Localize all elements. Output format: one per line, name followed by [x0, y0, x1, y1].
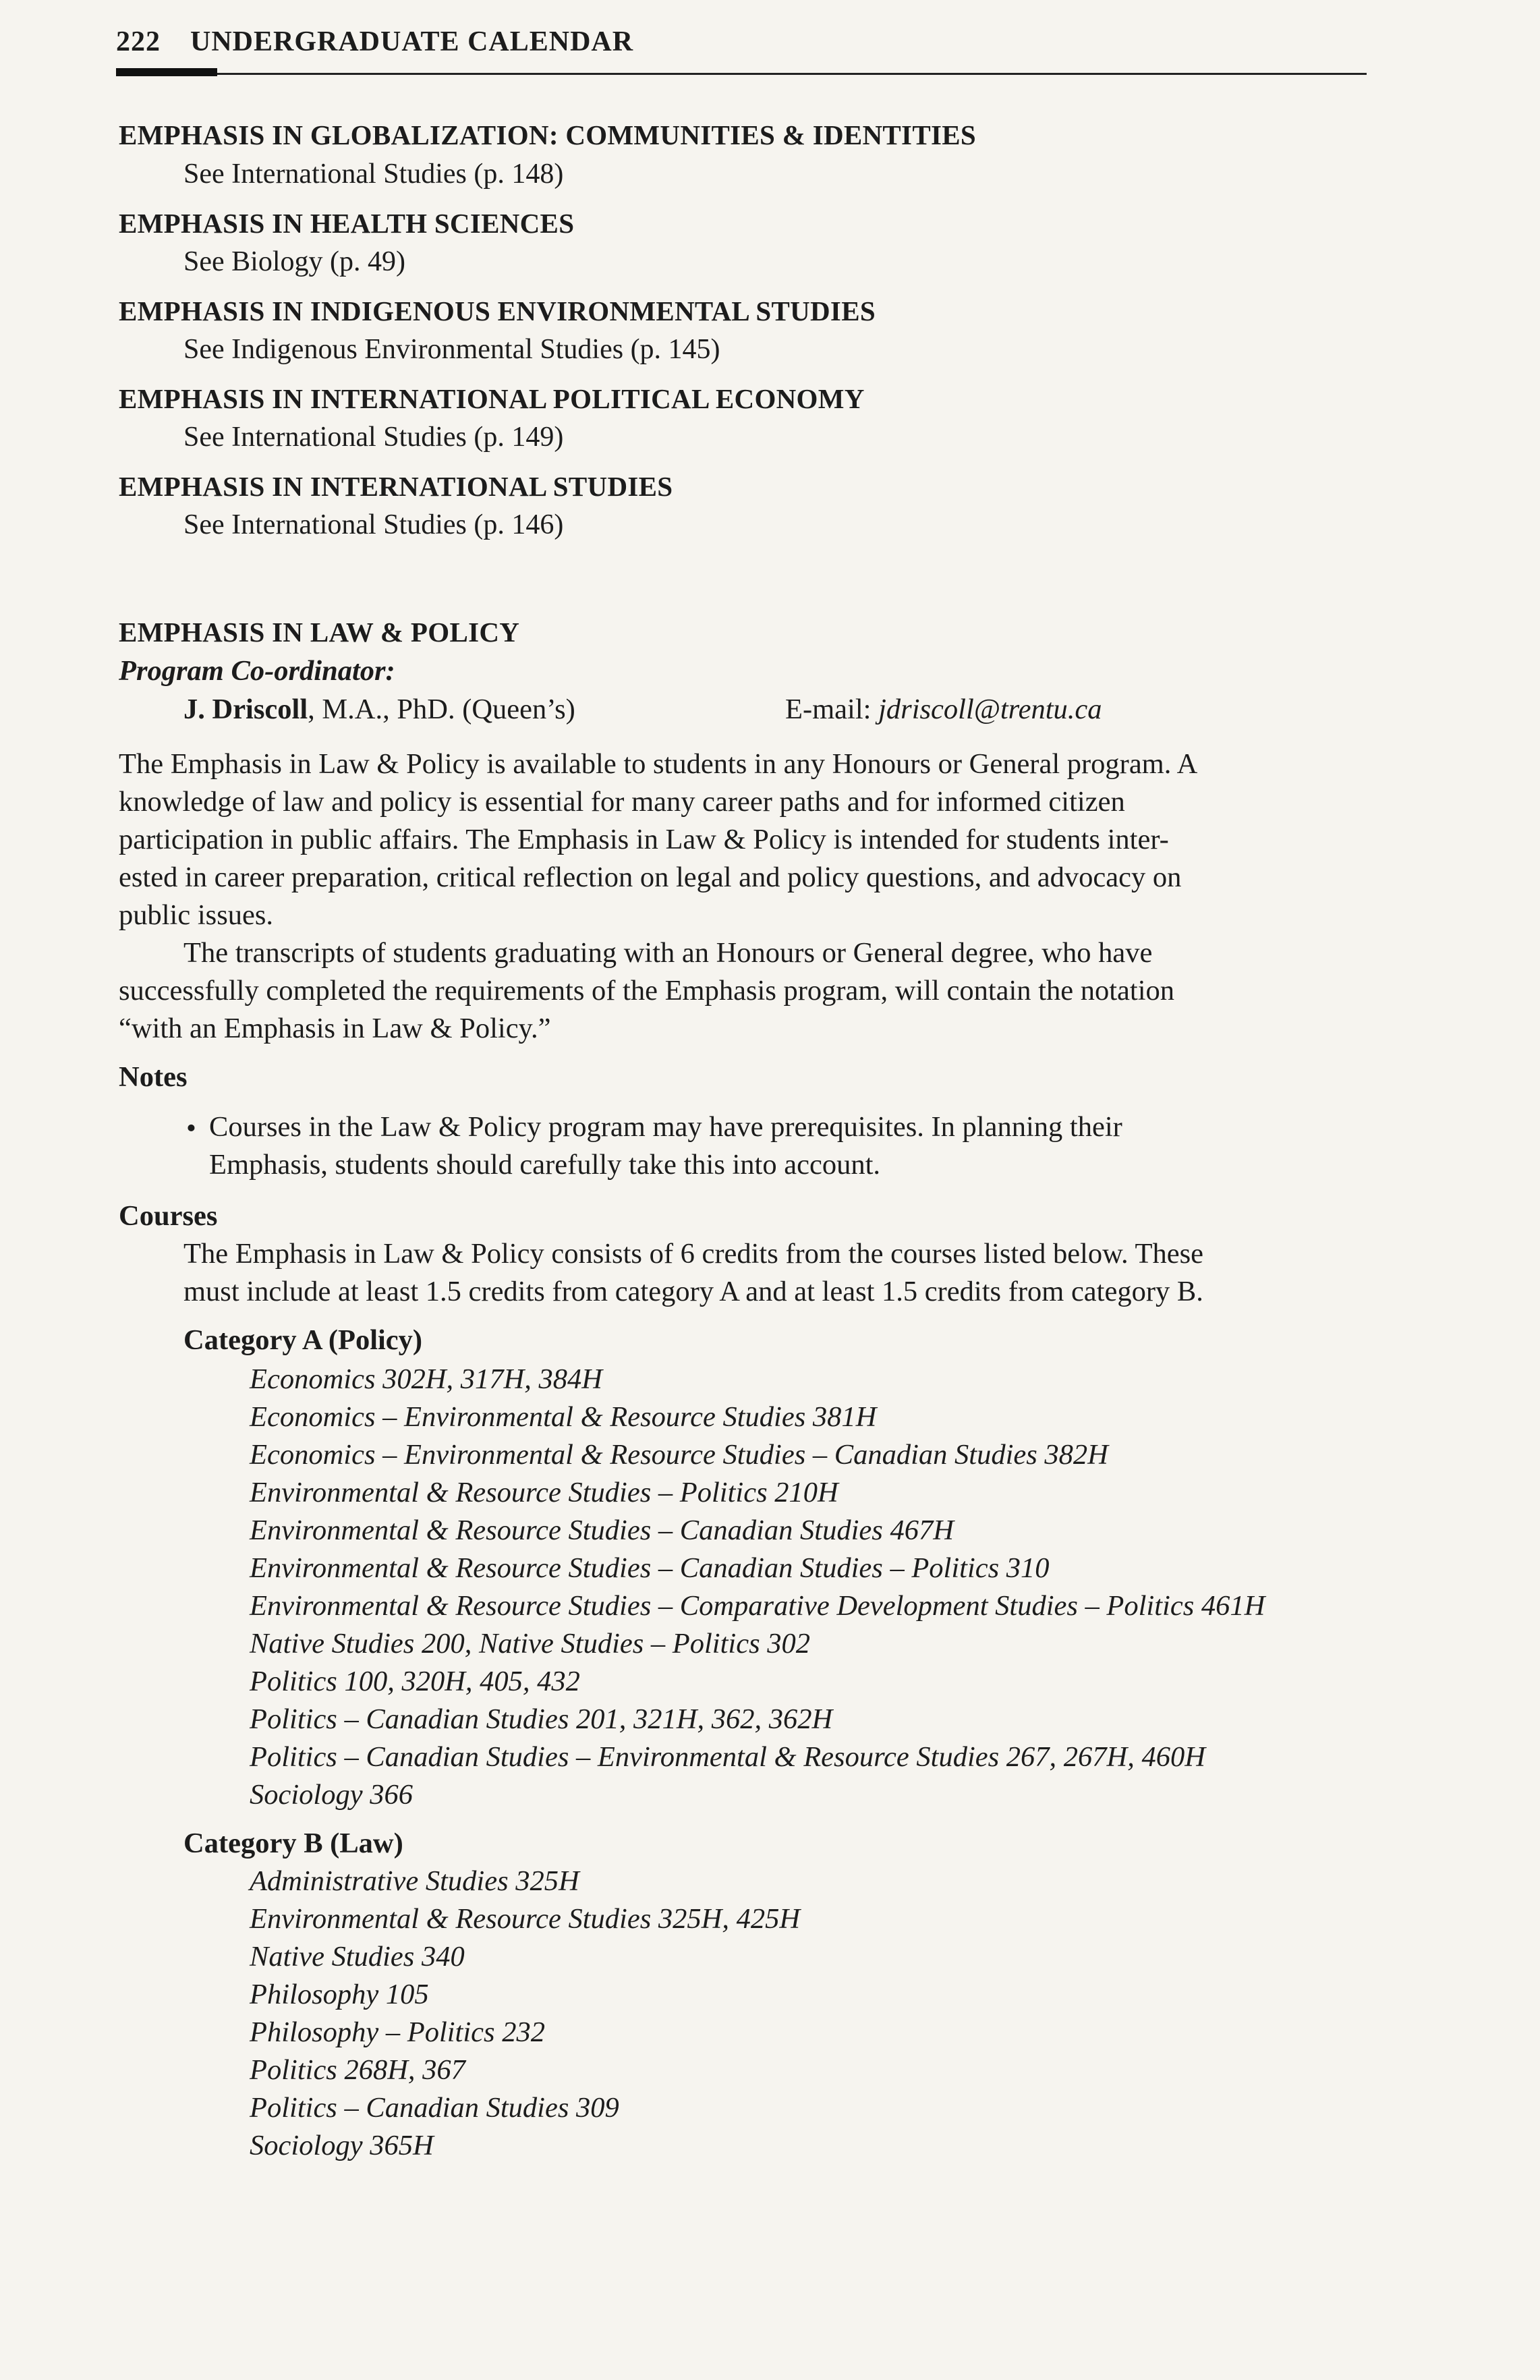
- courses-intro-line: The Emphasis in Law & Policy consists of 6 credits from the courses listed below. These: [183, 1238, 1204, 1270]
- course-entry: Economics – Environmental & Resource Studies – Canadian Studies 382H: [250, 1439, 1108, 1471]
- email-label: E-mail:: [785, 693, 879, 725]
- see-reference: See Biology (p. 49): [183, 246, 405, 277]
- course-entry: Environmental & Resource Studies – Canadian Studies – Politics 310: [250, 1552, 1050, 1584]
- course-entry: Native Studies 340: [250, 1941, 465, 1973]
- course-entry: Philosophy – Politics 232: [250, 2016, 545, 2048]
- course-entry: Environmental & Resource Studies – Politics 210H: [250, 1477, 838, 1508]
- course-entry: Native Studies 200, Native Studies – Politics 302: [250, 1628, 811, 1660]
- category-a-heading: Category A (Policy): [183, 1324, 423, 1356]
- course-entry: Environmental & Resource Studies – Comparative Development Studies – Politics 461H: [250, 1590, 1265, 1622]
- running-title: UNDERGRADUATE CALENDAR: [190, 26, 634, 57]
- course-entry: Economics – Environmental & Resource Studies 381H: [250, 1401, 877, 1433]
- course-entry: Sociology 365H: [250, 2130, 434, 2161]
- email-line: [785, 693, 1102, 726]
- coordinator-line: [183, 693, 575, 726]
- note-line: Courses in the Law & Policy program may have prerequisites. In planning their: [209, 1111, 1122, 1143]
- bullet-icon: •: [186, 1112, 196, 1144]
- course-entry: Politics – Canadian Studies – Environmental & Resource Studies 267, 267H, 460H: [250, 1741, 1205, 1773]
- course-entry: Politics 268H, 367: [250, 2054, 465, 2086]
- category-b-heading: Category B (Law): [183, 1828, 403, 1859]
- course-entry: Philosophy 105: [250, 1979, 429, 2010]
- course-entry: Environmental & Resource Studies – Canadian Studies 467H: [250, 1514, 954, 1546]
- course-entry: Environmental & Resource Studies 325H, 425H: [250, 1903, 801, 1935]
- header-rule: [116, 73, 1367, 75]
- paragraph-line: The Emphasis in Law & Policy is available to students in any Honours or General program. A: [119, 748, 1198, 780]
- law-policy-heading: EMPHASIS IN LAW & POLICY: [119, 617, 520, 648]
- course-entry: Sociology 366: [250, 1779, 413, 1811]
- paragraph-line: participation in public affairs. The Emphasis in Law & Policy is intended for students inter-: [119, 824, 1169, 855]
- course-entry: Politics 100, 320H, 405, 432: [250, 1666, 580, 1697]
- paragraph-line: public issues.: [119, 899, 274, 931]
- courses-intro-line: must include at least 1.5 credits from category A and at least 1.5 credits from category B.: [183, 1276, 1203, 1307]
- see-reference: See Indigenous Environmental Studies (p. 145): [183, 334, 720, 365]
- emphasis-heading: EMPHASIS IN INTERNATIONAL STUDIES: [119, 471, 673, 502]
- email-address: jdriscoll@trentu.ca: [878, 693, 1102, 725]
- running-header: [116, 26, 633, 58]
- emphasis-heading: EMPHASIS IN INDIGENOUS ENVIRONMENTAL STUDIES: [119, 295, 876, 327]
- see-reference: See International Studies (p. 146): [183, 509, 564, 540]
- note-line: Emphasis, students should carefully take this into account.: [209, 1149, 881, 1181]
- coordinator-credentials: , M.A., PhD. (Queen’s): [308, 693, 575, 725]
- emphasis-heading: EMPHASIS IN INTERNATIONAL POLITICAL ECONOMY: [119, 383, 865, 414]
- course-entry: Politics – Canadian Studies 309: [250, 2092, 619, 2124]
- paragraph-line: successfully completed the requirements of the Emphasis program, will contain the notation: [119, 975, 1175, 1007]
- notes-heading: Notes: [119, 1061, 188, 1093]
- coordinator-name: J. Driscoll: [183, 693, 308, 725]
- coordinator-label: Program Co-ordinator:: [119, 655, 395, 687]
- paragraph-line: knowledge of law and policy is essential for many career paths and for informed citizen: [119, 786, 1125, 818]
- header-rule-accent: [116, 68, 217, 76]
- course-entry: Economics 302H, 317H, 384H: [250, 1363, 602, 1395]
- emphasis-heading: EMPHASIS IN HEALTH SCIENCES: [119, 208, 575, 239]
- see-reference: See International Studies (p. 149): [183, 422, 564, 453]
- course-entry: Politics – Canadian Studies 201, 321H, 362, 362H: [250, 1703, 833, 1735]
- courses-heading: Courses: [119, 1200, 218, 1232]
- course-entry: Administrative Studies 325H: [250, 1865, 579, 1897]
- see-reference: See International Studies (p. 148): [183, 159, 564, 190]
- paragraph-line: “with an Emphasis in Law & Policy.”: [119, 1013, 551, 1044]
- emphasis-heading: EMPHASIS IN GLOBALIZATION: COMMUNITIES & IDENTITIES: [119, 119, 976, 150]
- paragraph-line: The transcripts of students graduating with an Honours or General degree, who have: [183, 937, 1153, 969]
- paragraph-line: ested in career preparation, critical reflection on legal and policy questions, and advocacy on: [119, 861, 1182, 893]
- page-number: 222: [116, 26, 161, 57]
